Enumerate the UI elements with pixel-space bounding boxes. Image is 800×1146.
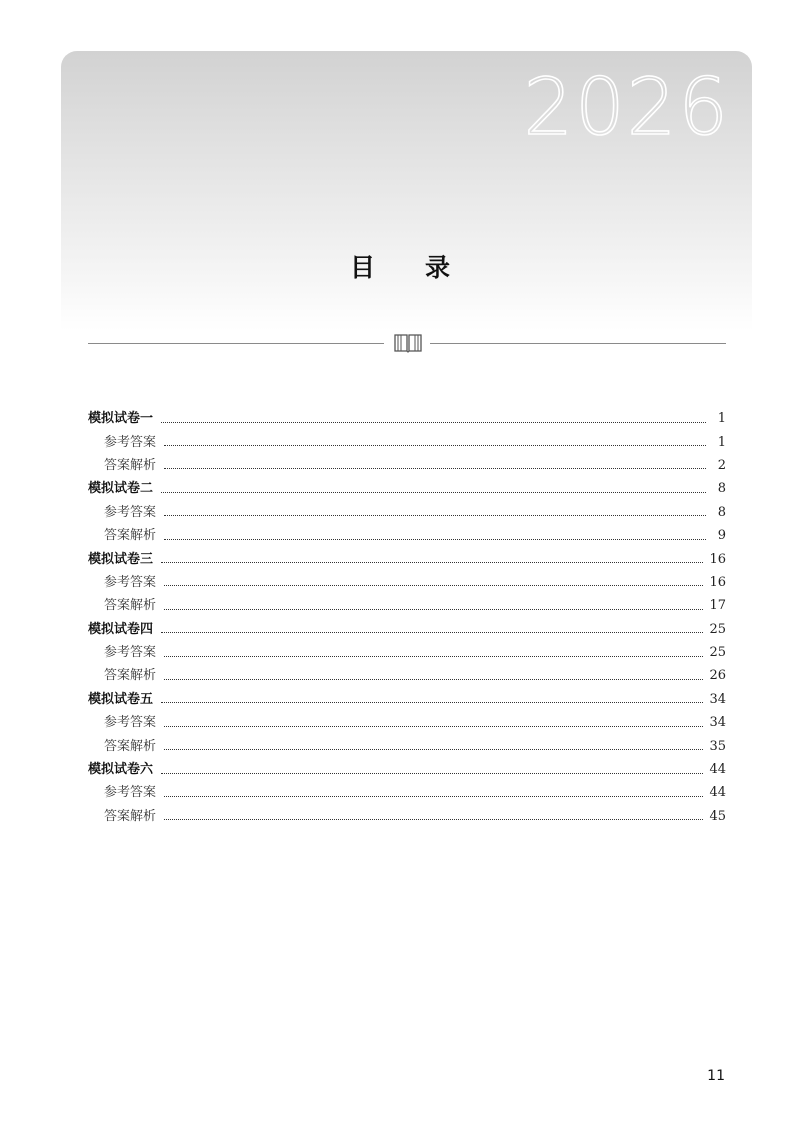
divider-left-rule — [88, 343, 384, 344]
toc-page-number: 34 — [709, 691, 726, 707]
toc-entry-label: 答案解析 — [104, 808, 157, 824]
toc-page-number: 1 — [717, 411, 726, 427]
toc-page-number: 2 — [717, 457, 726, 473]
toc-page-number: 25 — [709, 621, 726, 637]
toc-dot-leader — [164, 467, 706, 469]
toc-page-number: 16 — [709, 551, 726, 567]
toc-entry-label: 参考答案 — [104, 574, 157, 590]
toc-dot-leader — [164, 748, 703, 750]
toc-page-number: 16 — [709, 574, 726, 590]
toc-page-number: 45 — [709, 808, 726, 824]
toc-dot-leader — [161, 491, 706, 493]
page-number: 11 — [707, 1068, 725, 1084]
toc-dot-leader — [164, 818, 703, 820]
toc-dot-leader — [164, 608, 703, 610]
toc-entry-label: 答案解析 — [104, 457, 157, 473]
toc-dot-leader — [164, 795, 703, 797]
toc-section-entry[interactable] — [88, 430, 726, 453]
toc-dot-leader — [164, 538, 706, 540]
toc-entry-label: 答案解析 — [104, 598, 157, 614]
open-book-icon — [392, 331, 424, 355]
year-watermark: 2026 — [523, 63, 730, 153]
toc-page-number: 44 — [709, 762, 726, 778]
toc-dot-leader — [161, 421, 706, 423]
toc-chapter-entry[interactable] — [88, 688, 726, 711]
toc-entry-label: 答案解析 — [104, 668, 157, 684]
toc-section-entry[interactable] — [88, 711, 726, 734]
toc-page-number: 1 — [717, 434, 726, 450]
toc-dot-leader — [161, 772, 703, 774]
toc-page-number: 34 — [709, 715, 726, 731]
toc-dot-leader — [164, 725, 703, 727]
toc-section-entry[interactable] — [88, 524, 726, 547]
toc-page-number: 8 — [717, 504, 726, 520]
toc-chapter-entry[interactable] — [88, 477, 726, 500]
toc-entry-label: 答案解析 — [104, 738, 157, 754]
toc-dot-leader — [164, 514, 706, 516]
toc-section-entry[interactable] — [88, 734, 726, 757]
header-band — [61, 51, 752, 331]
toc-dot-leader — [161, 561, 703, 563]
toc-section-entry[interactable] — [88, 454, 726, 477]
toc-chapter-entry[interactable] — [88, 547, 726, 570]
toc-page-number: 17 — [709, 598, 726, 614]
title-char-left: 目 — [349, 253, 375, 282]
toc-page-number: 8 — [717, 481, 726, 497]
toc-page-number: 26 — [709, 668, 726, 684]
toc-section-entry[interactable] — [88, 594, 726, 617]
toc-chapter-entry[interactable] — [88, 758, 726, 781]
toc-entry-label: 模拟试卷二 — [88, 481, 154, 497]
toc-entry-label: 答案解析 — [104, 528, 157, 544]
toc-dot-leader — [164, 655, 703, 657]
toc-page-number: 9 — [717, 528, 726, 544]
toc-entry-label: 参考答案 — [104, 434, 157, 450]
toc-entry-label: 参考答案 — [104, 715, 157, 731]
toc-page-number: 25 — [709, 645, 726, 661]
toc-section-entry[interactable] — [88, 501, 726, 524]
title-char-right: 录 — [425, 253, 451, 282]
toc-entry-label: 参考答案 — [104, 504, 157, 520]
toc-section-entry[interactable] — [88, 805, 726, 828]
toc-entry-label: 参考答案 — [104, 645, 157, 661]
toc-dot-leader — [164, 584, 703, 586]
toc-entry-label: 模拟试卷四 — [88, 621, 154, 637]
toc-section-entry[interactable] — [88, 641, 726, 664]
toc-chapter-entry[interactable] — [88, 618, 726, 641]
toc-entry-label: 模拟试卷五 — [88, 691, 154, 707]
page-title — [0, 248, 800, 284]
toc-entry-label: 模拟试卷六 — [88, 762, 154, 778]
toc-dot-leader — [164, 444, 706, 446]
toc-section-entry[interactable] — [88, 781, 726, 804]
toc-chapter-entry[interactable] — [88, 407, 726, 430]
toc-entry-label: 模拟试卷一 — [88, 411, 154, 427]
table-of-contents — [88, 407, 726, 828]
toc-page-number: 35 — [709, 738, 726, 754]
toc-dot-leader — [164, 678, 703, 680]
toc-dot-leader — [161, 631, 703, 633]
toc-section-entry[interactable] — [88, 571, 726, 594]
toc-section-entry[interactable] — [88, 664, 726, 687]
toc-page-number: 44 — [709, 785, 726, 801]
toc-entry-label: 模拟试卷三 — [88, 551, 154, 567]
toc-entry-label: 参考答案 — [104, 785, 157, 801]
toc-dot-leader — [161, 701, 703, 703]
divider-right-rule — [430, 343, 726, 344]
